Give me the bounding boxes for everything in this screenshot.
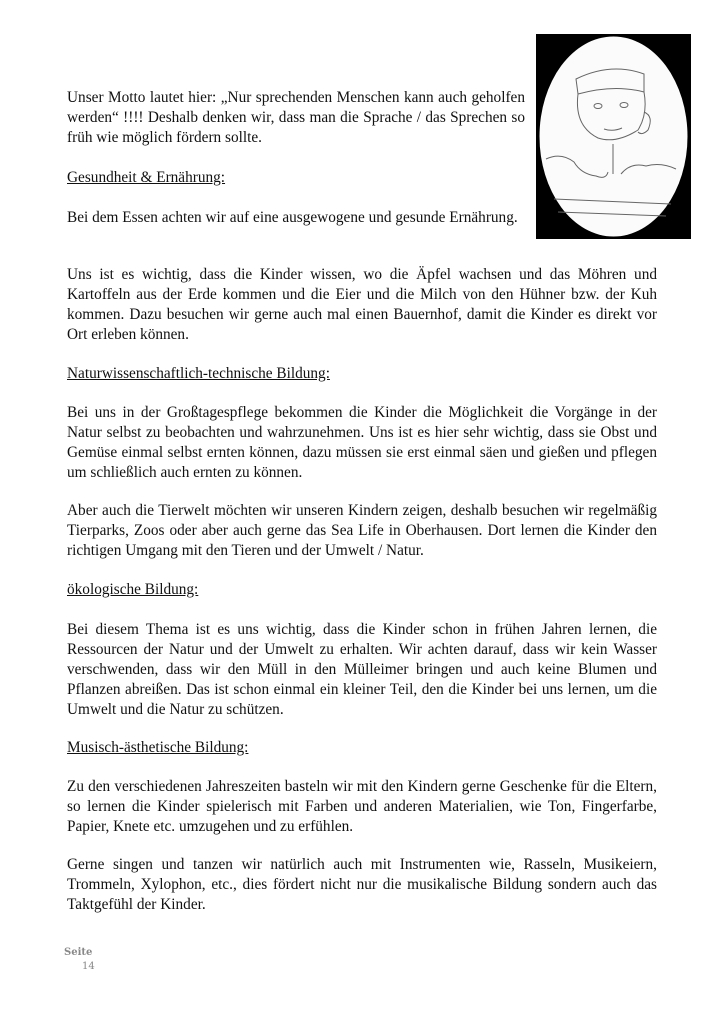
motto-paragraph: Unser Motto lautet hier: „Nur sprechenden Menschen kann auch geholfen werden“ !!!! Deshalb denken wir, dass man die Sprache / das Sprechen so früh wie möglich fördern sollte. (67, 89, 525, 146)
heading-science: Naturwissenschaftlich-technische Bildung: (67, 365, 330, 382)
eco-paragraph-1: Bei diesem Thema ist es uns wichtig, dass die Kinder schon in frühen Jahren lernen, die Ressourcen der Natur und der Umwelt zu erhalten. Wir achten darauf, dass wir kein Wasser verschwenden, dass wir den Müll in den Mülleimer bringen und auch keine Blumen und Pflanzen abreißen. Das ist schon einmal ein kleiner Teil, den die Kinder bei uns lernen, um die Umwelt und die Natur zu schützen. (67, 621, 657, 718)
baby-sketch-icon (536, 34, 691, 239)
page-number: 14 (82, 961, 95, 972)
health-paragraph-1: Bei dem Essen achten wir auf eine ausgewogene und gesunde Ernährung. (67, 209, 518, 226)
music-paragraph-2: Gerne singen und tanzen wir natürlich auch mit Instrumenten wie, Rasseln, Musikeiern, Trommeln, Xylophon, etc., dies fördert nicht nur die musikalische Bildung sondern auch das Taktgefühl der Kinder. (67, 856, 657, 913)
page-label: Seite (64, 947, 93, 958)
baby-sketch-photo (536, 34, 691, 239)
music-paragraph-1: Zu den verschiedenen Jahreszeiten basteln wir mit den Kindern gerne Geschenke für die Eltern, so lernen die Kinder spielerisch mit Farben und anderen Materialien, wie Ton, Fingerfarbe, Papier, Knete etc. umzugehen und zu erfühlen. (67, 778, 657, 835)
heading-health: Gesundheit & Ernährung: (67, 169, 226, 186)
science-paragraph-2: Aber auch die Tierwelt möchten wir unseren Kindern zeigen, deshalb besuchen wir regelmäßig Tierparks, Zoos oder aber auch gerne das Sea Life in Oberhausen. Dort lernen die Kinder den richtigen Umgang mit den Tieren und der Umwelt / Natur. (67, 502, 657, 559)
health-paragraph-2: Uns ist es wichtig, dass die Kinder wissen, wo die Äpfel wachsen und das Möhren und Kartoffeln aus der Erde kommen und die Eier und die Milch von den Hühner bzw. der Kuh kommen. Dazu besuchen wir gerne auch mal einen Bauernhof, damit die Kinder es direkt vor Ort erleben können. (67, 266, 657, 343)
heading-music: Musisch-ästhetische Bildung: (67, 739, 249, 756)
science-paragraph-1: Bei uns in der Großtagespflege bekommen die Kinder die Möglichkeit die Vorgänge in der Natur selbst zu beobachten und wahrzunehmen. Uns ist es hier sehr wichtig, dass sie Obst und Gemüse einmal selbst ernten können, dazu müssen sie erst einmal säen und gießen und pflegen um schließlich auch ernten zu können. (67, 404, 657, 481)
heading-eco: ökologische Bildung: (67, 581, 199, 598)
page-footer (64, 946, 95, 974)
